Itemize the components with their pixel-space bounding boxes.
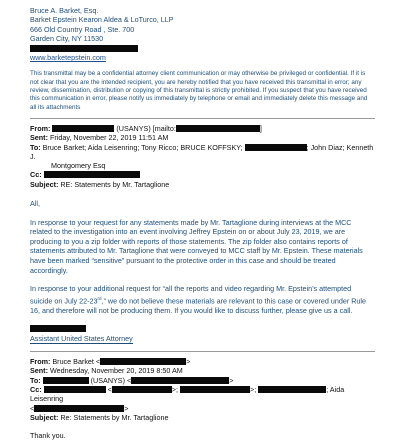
from-value: (USANYS) [mailto: (116, 123, 176, 133)
subject-value: RE: Statements by Mr. Tartaglione (60, 179, 170, 189)
redaction-bar (30, 325, 86, 332)
to-value-cont: ; John Diaz; Kenneth J. (30, 142, 374, 161)
closing-text: Thank you. (30, 431, 66, 440)
sender-closing-signature (30, 324, 375, 344)
body-paragraph-2: In response to your additional request for “all the reports and video regarding Mr. Epstein’s attempted suicide on July 22-23rd,” we do not believe these materials are relevant to this case or covered under Rule 16, and therefore will not be producing them. If you would like to discuss further, please give us a call. (30, 284, 367, 315)
signature-firm: Barket Epstein Kearon Aldea & LoTurco, LLP (30, 15, 174, 25)
divider (30, 118, 375, 119)
redaction-bar (52, 125, 114, 132)
redaction-bar (176, 125, 260, 132)
website-link[interactable]: www.barketepstein.com (30, 53, 106, 63)
cc-label: Cc: (30, 385, 42, 395)
redaction-bar (131, 377, 229, 384)
redaction-bar (30, 45, 138, 52)
sender-signature (30, 6, 375, 62)
signature-address: 666 Old Country Road , Ste. 700 (30, 24, 135, 34)
redaction-bar (180, 386, 250, 393)
signature-name: Bruce A. Barket, Esq. (30, 6, 99, 15)
redaction-bar (43, 377, 89, 384)
subject-label: Subject: (30, 179, 59, 189)
email-body (30, 199, 375, 315)
from-label: From: (30, 123, 51, 133)
redaction-bar (100, 358, 186, 365)
sent-label: Sent: (30, 133, 48, 143)
to-label: To: (30, 375, 41, 385)
redaction-bar (112, 386, 172, 393)
email-header-original: From: Bruce Barket < > Sent: Wednesday, November 20, 2019 8:50 AM To: (USANYS) < > Cc: < >; >; ; Aida Leisenring < > Subject: Re: Statements by Mr. Tartaglione (30, 357, 345, 422)
from-label: From: (30, 357, 51, 367)
subject-label: Subject: (30, 412, 59, 422)
signoff-title: Assistant United States Attorney (30, 333, 133, 343)
document-page (30, 6, 375, 440)
redaction-bar (44, 386, 106, 393)
cc-label: Cc: (30, 170, 42, 180)
to-value: Bruce Barket; Aida Leisenring; Tony Ricco; BRUCE KOFFSKY; (42, 142, 243, 152)
redaction-bar (245, 144, 307, 151)
body-paragraph-1: In response to your request for any statements made by Mr. Tartaglione during interviews at the MCC related to the investigation into an event involving Jeffrey Epstein on or about July 23, 2019, we are producing to you a zip folder with reports of those statements. The zip folder also contains reports of statements attributed to Mr. Tartaglione that were conveyed to MCC staff by Mr. Epstein. These materials have been marked “sensitive” pursuant to the protective order in this case and should be treated accordingly. (30, 217, 363, 275)
sent-value: Friday, November 22, 2019 11:51 AM (49, 133, 169, 143)
sent-label: Sent: (30, 366, 48, 376)
redaction-bar (258, 386, 326, 393)
cc-value: ; Aida Leisenring (30, 385, 345, 404)
divider (30, 351, 375, 352)
to-value-wrap: Montgomery Esq (51, 161, 106, 171)
to-value: (USANYS) < (90, 375, 132, 385)
redaction-bar (34, 405, 124, 412)
confidentiality-disclaimer: This transmittal may be a confidential attorney client communication or may otherwise be privileged or confidential. If it is not clear that you are the intended recipient, you are hereby notified that you have received this transmittal in error; any review, dissemination, distribution or copying of this transmittal is strictly prohibited. If you suspect that you have received this communication in error, please notify us immediately by telephone or email and immediately delete this message and all its attachments (30, 70, 368, 111)
redaction-bar (44, 171, 140, 178)
email-header-reply: From: (USANYS) [mailto: ] Sent: Friday, November 22, 2019 11:51 AM To: Bruce Barket; Aida Leisenring; Tony Ricco; BRUCE KOFFSKY; ; John Diaz; Kenneth J. Montgomery Esq Cc: Subject: RE: Statements by Mr. Tartaglione (30, 123, 374, 189)
subject-value: Re: Statements by Mr. Tartaglione (60, 412, 169, 422)
signature-city: Garden City, NY 11530 (30, 34, 104, 44)
to-label: To: (30, 142, 41, 152)
greeting: All, (30, 199, 40, 208)
sent-value: Wednesday, November 20, 2019 8:50 AM (49, 366, 183, 376)
from-value: Bruce Barket < (52, 357, 101, 367)
signature-redacted-line (30, 44, 375, 53)
